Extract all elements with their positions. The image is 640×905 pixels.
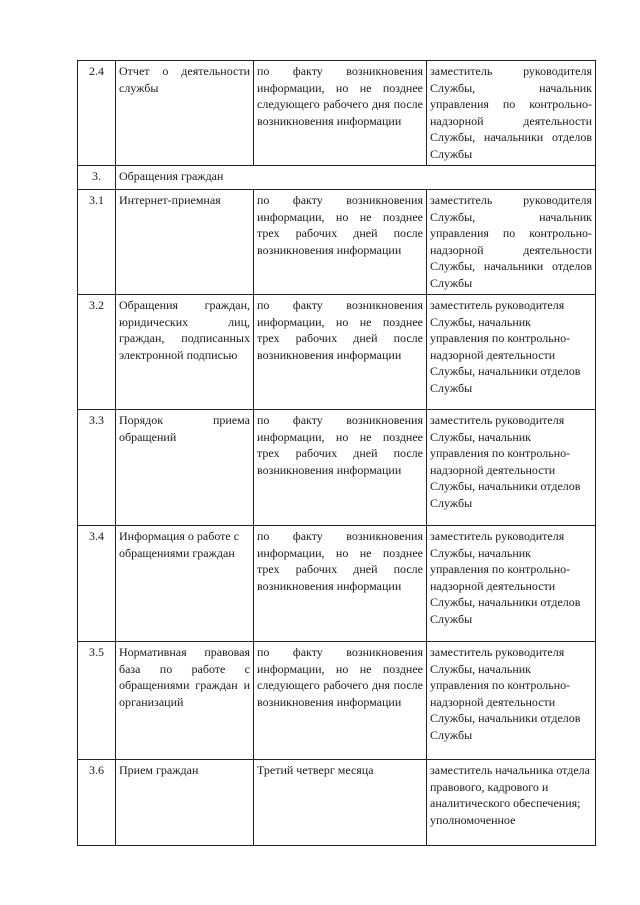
table-row bbox=[78, 295, 596, 410]
table-row bbox=[78, 526, 596, 642]
row-number: 3.4 bbox=[78, 526, 116, 642]
row-responsible: заместитель начальника отдела правового, кадрового и аналитического обеспечения; уполномоченное bbox=[427, 760, 596, 846]
row-title: Обращения граждан, юридических лиц, граждан, подписанных электронной подписью bbox=[116, 295, 254, 410]
row-number: 3.6 bbox=[78, 760, 116, 846]
row-number: 2.4 bbox=[78, 61, 116, 166]
row-responsible: заместитель руководителя Службы, начальник управления по контрольно-надзорной деятельности Службы, начальники отделов Службы bbox=[427, 526, 596, 642]
row-period: по факту возникновения информации, но не позднее трех рабочих дней после возникновения информации bbox=[254, 190, 427, 295]
row-number: 3.2 bbox=[78, 295, 116, 410]
section-number: 3. bbox=[78, 166, 116, 190]
table-row bbox=[78, 410, 596, 526]
row-period: по факту возникновения информации, но не позднее трех рабочих дней после возникновения информации bbox=[254, 295, 427, 410]
row-number: 3.5 bbox=[78, 642, 116, 760]
row-title: Отчет о деятельности службы bbox=[116, 61, 254, 166]
row-title: Интернет-приемная bbox=[116, 190, 254, 295]
row-period: по факту возникновения информации, но не позднее трех рабочих дней после возникновения информации bbox=[254, 526, 427, 642]
row-title: Прием граждан bbox=[116, 760, 254, 846]
row-number: 3.1 bbox=[78, 190, 116, 295]
row-title: Порядок приема обращений bbox=[116, 410, 254, 526]
row-period: Третий четверг месяца bbox=[254, 760, 427, 846]
row-responsible: заместитель руководителя Службы, начальник управления по контрольно-надзорной деятельности Службы, начальники отделов Службы bbox=[427, 295, 596, 410]
row-responsible: заместитель руководителя Службы, начальник управления по контрольно-надзорной деятельности Службы, начальники отделов Службы bbox=[427, 61, 596, 166]
row-period: по факту возникновения информации, но не позднее следующего рабочего дня после возникновения информации bbox=[254, 642, 427, 760]
reporting-table bbox=[77, 60, 596, 846]
table-row bbox=[78, 61, 596, 166]
row-number: 3.3 bbox=[78, 410, 116, 526]
section-row bbox=[78, 166, 596, 190]
row-title: Информация о работе с обращениями граждан bbox=[116, 526, 254, 642]
row-period: по факту возникновения информации, но не позднее трех рабочих дней после возникновения информации bbox=[254, 410, 427, 526]
row-period: по факту возникновения информации, но не позднее следующего рабочего дня после возникновения информации bbox=[254, 61, 427, 166]
table-row bbox=[78, 190, 596, 295]
section-title: Обращения граждан bbox=[116, 166, 596, 190]
row-responsible: заместитель руководителя Службы, начальник управления по контрольно-надзорной деятельности Службы, начальники отделов Службы bbox=[427, 190, 596, 295]
table-row bbox=[78, 760, 596, 846]
row-responsible: заместитель руководителя Службы, начальник управления по контрольно-надзорной деятельности Службы, начальники отделов Службы bbox=[427, 410, 596, 526]
row-responsible: заместитель руководителя Службы, начальник управления по контрольно-надзорной деятельности Службы, начальники отделов Службы bbox=[427, 642, 596, 760]
table-row bbox=[78, 642, 596, 760]
row-title: Нормативная правовая база по работе с обращениями граждан и организаций bbox=[116, 642, 254, 760]
